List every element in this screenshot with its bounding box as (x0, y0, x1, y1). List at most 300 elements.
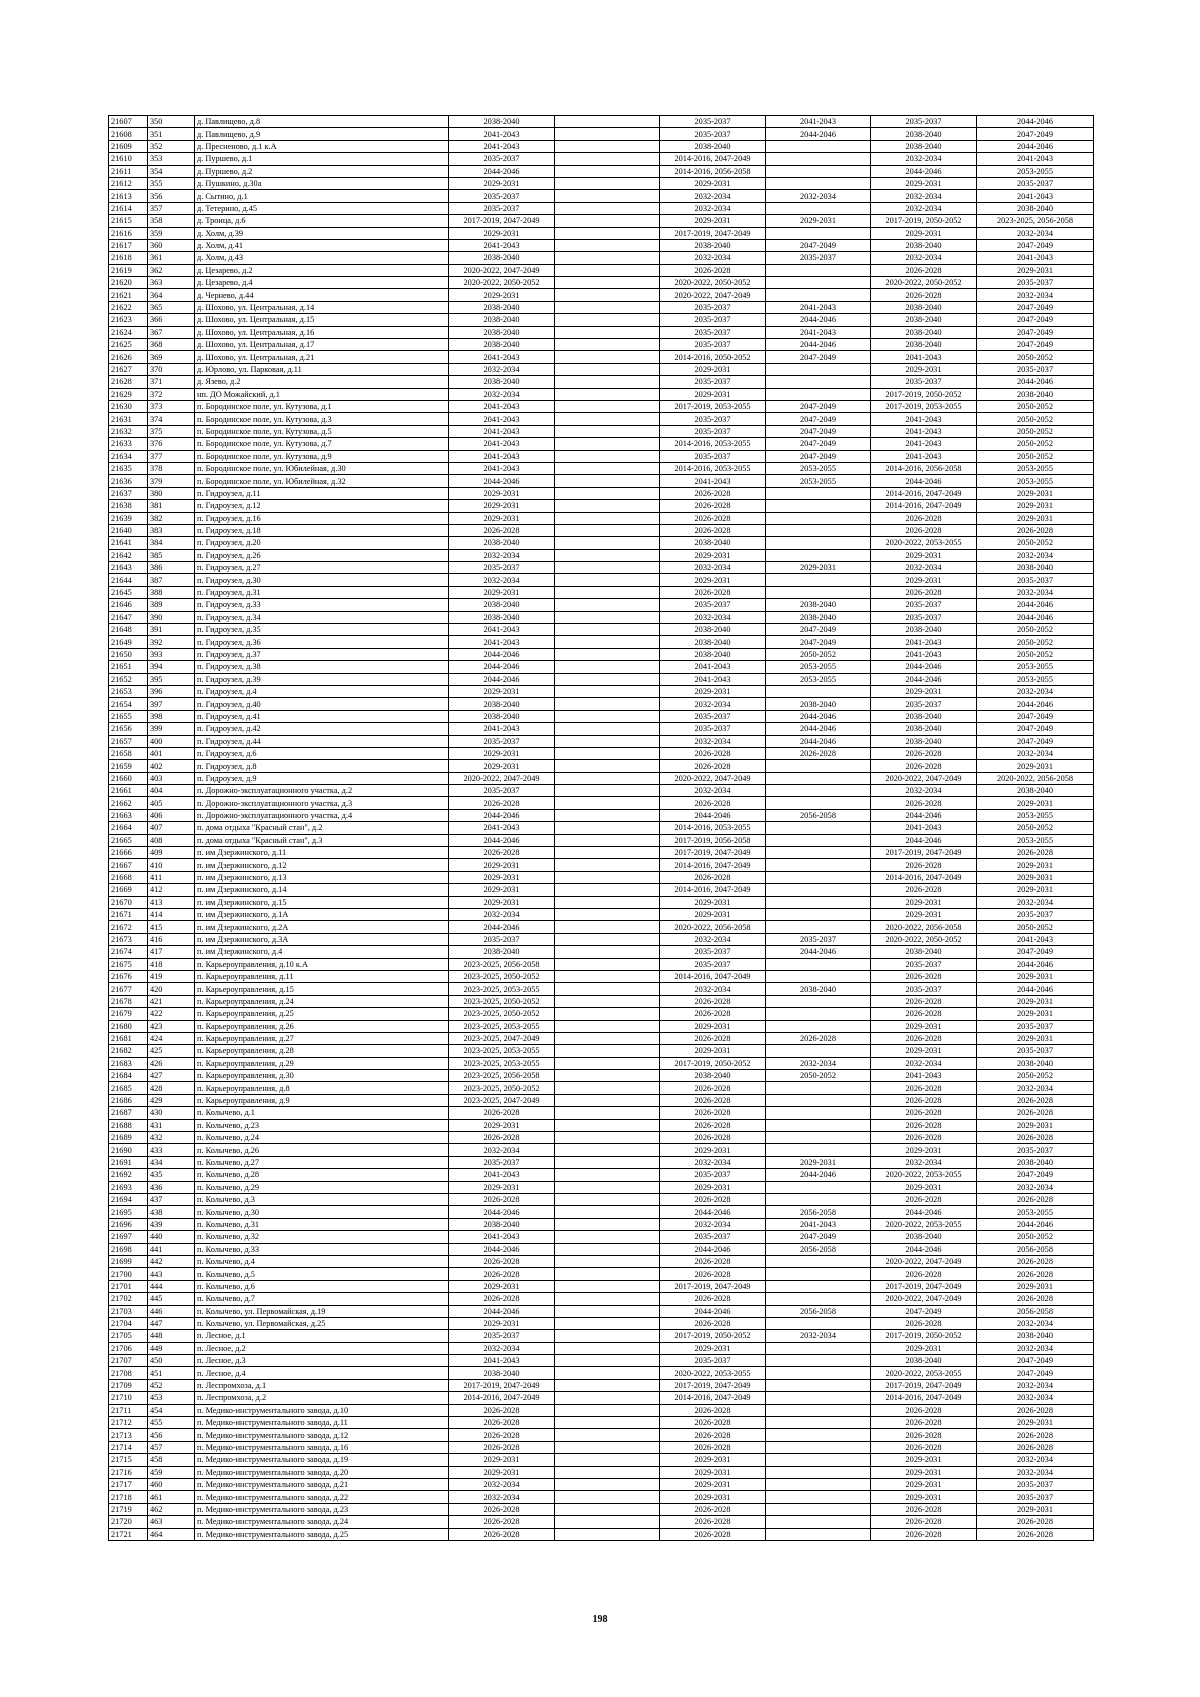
period-col7-cell (766, 574, 871, 586)
row-id-cell: 21615 (109, 215, 148, 227)
period-col5-cell (555, 1008, 660, 1020)
period-col5-cell (555, 562, 660, 574)
row-id-cell: 21629 (109, 388, 148, 400)
period-col7-cell: 2056-2058 (766, 1243, 871, 1255)
item-number-cell: 402 (148, 760, 195, 772)
period-col7-cell (766, 1516, 871, 1528)
period-col7-cell (766, 859, 871, 871)
row-id-cell: 21700 (109, 1268, 148, 1280)
period-col6-cell: 2044-2046 (660, 1243, 766, 1255)
period-col6-cell: 2029-2031 (660, 549, 766, 561)
period-col5-cell (555, 1379, 660, 1391)
table-row (109, 289, 1094, 301)
period-col8-cell: 2044-2046 (871, 1243, 977, 1255)
period-col7-cell: 2050-2052 (766, 1070, 871, 1082)
row-id-cell: 21653 (109, 685, 148, 697)
item-number-cell: 376 (148, 438, 195, 450)
period-col6-cell: 2014-2016, 2050-2052 (660, 351, 766, 363)
table-row (109, 116, 1094, 128)
period-col9-cell: 2044-2046 (977, 140, 1094, 152)
period-col6-cell: 2014-2016, 2053-2055 (660, 462, 766, 474)
period-col4-cell: 2032-2034 (449, 1491, 555, 1503)
table-row (109, 537, 1094, 549)
address-cell: п. Гидроузел, д.20 (195, 537, 449, 549)
period-col9-cell: 2032-2034 (977, 1379, 1094, 1391)
period-col9-cell: 2050-2052 (977, 921, 1094, 933)
address-cell: д. Холм, д.43 (195, 252, 449, 264)
item-number-cell: 422 (148, 1008, 195, 1020)
period-col5-cell (555, 884, 660, 896)
period-col5-cell (555, 1528, 660, 1540)
period-col5-cell (555, 1206, 660, 1218)
period-col7-cell: 2047-2049 (766, 239, 871, 251)
period-col4-cell: 2020-2022, 2047-2049 (449, 772, 555, 784)
period-col4-cell: 2029-2031 (449, 227, 555, 239)
table-row (109, 1181, 1094, 1193)
period-col6-cell: 2026-2028 (660, 1404, 766, 1416)
period-col7-cell (766, 289, 871, 301)
item-number-cell: 449 (148, 1342, 195, 1354)
period-col8-cell: 2026-2028 (871, 1132, 977, 1144)
table-row (109, 562, 1094, 574)
period-col6-cell: 2035-2037 (660, 450, 766, 462)
period-col8-cell: 2026-2028 (871, 1441, 977, 1453)
period-col7-cell (766, 1491, 871, 1503)
table-row (109, 264, 1094, 276)
schedule-table-body (109, 116, 1094, 1541)
period-col9-cell: 2050-2052 (977, 822, 1094, 834)
period-col6-cell: 2029-2031 (660, 685, 766, 697)
period-col9-cell: 2053-2055 (977, 165, 1094, 177)
item-number-cell: 436 (148, 1181, 195, 1193)
period-col9-cell: 2032-2034 (977, 1342, 1094, 1354)
period-col6-cell: 2026-2028 (660, 1429, 766, 1441)
period-col6-cell: 2020-2022, 2053-2055 (660, 1367, 766, 1379)
period-col7-cell (766, 884, 871, 896)
table-row (109, 586, 1094, 598)
table-row (109, 859, 1094, 871)
item-number-cell: 460 (148, 1478, 195, 1490)
period-col5-cell (555, 289, 660, 301)
period-col4-cell: 2032-2034 (449, 909, 555, 921)
period-col8-cell: 2017-2019, 2050-2052 (871, 388, 977, 400)
period-col8-cell: 2032-2034 (871, 785, 977, 797)
period-col7-cell (766, 847, 871, 859)
address-cell: п. Колычево, д.3 (195, 1193, 449, 1205)
period-col6-cell: 2032-2034 (660, 983, 766, 995)
period-col9-cell: 2044-2046 (977, 698, 1094, 710)
period-col6-cell: 2029-2031 (660, 363, 766, 375)
period-col9-cell: 2047-2049 (977, 128, 1094, 140)
period-col6-cell: 2026-2028 (660, 512, 766, 524)
address-cell: п. Леспромхоза, д.2 (195, 1392, 449, 1404)
period-col7-cell: 2041-2043 (766, 1218, 871, 1230)
period-col4-cell: 2023-2025, 2056-2058 (449, 1070, 555, 1082)
period-col5-cell (555, 1441, 660, 1453)
row-id-cell: 21679 (109, 1008, 148, 1020)
period-col6-cell: 2026-2028 (660, 1119, 766, 1131)
period-col4-cell: 2029-2031 (449, 760, 555, 772)
row-id-cell: 21662 (109, 797, 148, 809)
table-row (109, 1441, 1094, 1453)
period-col9-cell: 2026-2028 (977, 1516, 1094, 1528)
period-col5-cell (555, 326, 660, 338)
period-col6-cell: 2032-2034 (660, 190, 766, 202)
period-col7-cell (766, 1082, 871, 1094)
item-number-cell: 382 (148, 512, 195, 524)
address-cell: п. Медико-инструментального завода, д.21 (195, 1478, 449, 1490)
period-col9-cell: 2050-2052 (977, 400, 1094, 412)
period-col4-cell: 2017-2019, 2047-2049 (449, 1379, 555, 1391)
address-cell: п. им Дзержинского, д.11 (195, 847, 449, 859)
period-col9-cell: 2035-2037 (977, 574, 1094, 586)
period-col6-cell: 2026-2028 (660, 1132, 766, 1144)
address-cell: п. Колычево, д.1 (195, 1107, 449, 1119)
period-col7-cell: 2035-2037 (766, 933, 871, 945)
period-col4-cell: 2041-2043 (449, 624, 555, 636)
period-col8-cell: 2038-2040 (871, 301, 977, 313)
period-col8-cell: 2026-2028 (871, 512, 977, 524)
period-col7-cell: 2035-2037 (766, 252, 871, 264)
period-col6-cell: 2014-2016, 2047-2049 (660, 970, 766, 982)
item-number-cell: 353 (148, 153, 195, 165)
period-col9-cell: 2029-2031 (977, 512, 1094, 524)
row-id-cell: 21623 (109, 314, 148, 326)
address-cell: п. им Дзержинского, д.12 (195, 859, 449, 871)
row-id-cell: 21641 (109, 537, 148, 549)
period-col5-cell (555, 946, 660, 958)
period-col8-cell: 2026-2028 (871, 289, 977, 301)
period-col4-cell: 2038-2040 (449, 301, 555, 313)
period-col6-cell: 2032-2034 (660, 698, 766, 710)
period-col4-cell: 2038-2040 (449, 946, 555, 958)
row-id-cell: 21646 (109, 599, 148, 611)
period-col5-cell (555, 339, 660, 351)
period-col5-cell (555, 1516, 660, 1528)
item-number-cell: 378 (148, 462, 195, 474)
period-col8-cell: 2029-2031 (871, 1478, 977, 1490)
period-col8-cell: 2020-2022, 2047-2049 (871, 772, 977, 784)
address-cell: п. им Дзержинского, д.15 (195, 896, 449, 908)
period-col7-cell (766, 1478, 871, 1490)
period-col5-cell (555, 1057, 660, 1069)
table-row (109, 1243, 1094, 1255)
row-id-cell: 21686 (109, 1094, 148, 1106)
period-col6-cell: 2026-2028 (660, 1255, 766, 1267)
period-col7-cell (766, 524, 871, 536)
item-number-cell: 457 (148, 1441, 195, 1453)
row-id-cell: 21715 (109, 1454, 148, 1466)
address-cell: д. Пуршево, д.1 (195, 153, 449, 165)
period-col7-cell: 2056-2058 (766, 1206, 871, 1218)
period-col9-cell: 2026-2028 (977, 1293, 1094, 1305)
table-row (109, 735, 1094, 747)
period-col5-cell (555, 909, 660, 921)
period-col4-cell: 2032-2034 (449, 1342, 555, 1354)
row-id-cell: 21701 (109, 1280, 148, 1292)
period-col5-cell (555, 512, 660, 524)
row-id-cell: 21618 (109, 252, 148, 264)
period-col5-cell (555, 487, 660, 499)
table-row (109, 1466, 1094, 1478)
period-col5-cell (555, 140, 660, 152)
row-id-cell: 21718 (109, 1491, 148, 1503)
item-number-cell: 448 (148, 1330, 195, 1342)
period-col9-cell: 2032-2034 (977, 685, 1094, 697)
address-cell: п. Колычево, д.7 (195, 1293, 449, 1305)
period-col4-cell: 2038-2040 (449, 537, 555, 549)
table-row (109, 747, 1094, 759)
period-col7-cell: 2047-2049 (766, 413, 871, 425)
period-col6-cell: 2014-2016, 2053-2055 (660, 822, 766, 834)
period-col4-cell: 2038-2040 (449, 710, 555, 722)
address-cell: п. дома отдыха "Красный стан", д.2 (195, 822, 449, 834)
period-col8-cell: 2041-2043 (871, 648, 977, 660)
row-id-cell: 21661 (109, 785, 148, 797)
table-row (109, 314, 1094, 326)
row-id-cell: 21637 (109, 487, 148, 499)
table-row (109, 884, 1094, 896)
period-col5-cell (555, 388, 660, 400)
row-id-cell: 21685 (109, 1082, 148, 1094)
item-number-cell: 415 (148, 921, 195, 933)
row-id-cell: 21687 (109, 1107, 148, 1119)
table-row (109, 1156, 1094, 1168)
period-col7-cell: 2029-2031 (766, 215, 871, 227)
period-col6-cell: 2038-2040 (660, 537, 766, 549)
row-id-cell: 21619 (109, 264, 148, 276)
period-col5-cell (555, 128, 660, 140)
period-col9-cell: 2047-2049 (977, 1169, 1094, 1181)
table-row (109, 1057, 1094, 1069)
item-number-cell: 408 (148, 834, 195, 846)
address-cell: п. Бородинское поле, ул. Кутузова, д.7 (195, 438, 449, 450)
address-cell: п. им Дзержинского, д.14 (195, 884, 449, 896)
table-row (109, 995, 1094, 1007)
period-col9-cell: 2035-2037 (977, 1478, 1094, 1490)
period-col4-cell: 2035-2037 (449, 1156, 555, 1168)
period-col6-cell: 2029-2031 (660, 896, 766, 908)
period-col7-cell (766, 1441, 871, 1453)
period-col9-cell: 2026-2028 (977, 1528, 1094, 1540)
period-col8-cell: 2017-2019, 2050-2052 (871, 1330, 977, 1342)
period-col9-cell: 2050-2052 (977, 438, 1094, 450)
period-col5-cell (555, 685, 660, 697)
period-col7-cell (766, 140, 871, 152)
period-col7-cell: 2044-2046 (766, 723, 871, 735)
period-col7-cell (766, 1020, 871, 1032)
period-col8-cell: 2026-2028 (871, 1119, 977, 1131)
period-col5-cell (555, 871, 660, 883)
address-cell: п. Колычево, д.26 (195, 1144, 449, 1156)
item-number-cell: 400 (148, 735, 195, 747)
period-col4-cell: 2032-2034 (449, 363, 555, 375)
period-col6-cell: 2026-2028 (660, 760, 766, 772)
period-col7-cell (766, 685, 871, 697)
period-col7-cell: 2050-2052 (766, 648, 871, 660)
period-col6-cell: 2029-2031 (660, 1466, 766, 1478)
period-col7-cell (766, 202, 871, 214)
item-number-cell: 354 (148, 165, 195, 177)
row-id-cell: 21721 (109, 1528, 148, 1540)
period-col4-cell: 2029-2031 (449, 177, 555, 189)
item-number-cell: 413 (148, 896, 195, 908)
period-col5-cell (555, 413, 660, 425)
period-col5-cell (555, 1355, 660, 1367)
item-number-cell: 456 (148, 1429, 195, 1441)
table-row (109, 1218, 1094, 1230)
period-col6-cell: 2026-2028 (660, 1503, 766, 1515)
address-cell: п. Колычево, ул. Первомайская, д.25 (195, 1317, 449, 1329)
period-col4-cell: 2029-2031 (449, 1119, 555, 1131)
period-col7-cell (766, 1008, 871, 1020)
period-col8-cell: 2020-2022, 2053-2055 (871, 1367, 977, 1379)
period-col6-cell: 2029-2031 (660, 1181, 766, 1193)
row-id-cell: 21610 (109, 153, 148, 165)
schedule-table (108, 115, 1094, 1541)
period-col8-cell: 2035-2037 (871, 698, 977, 710)
item-number-cell: 373 (148, 400, 195, 412)
period-col8-cell: 2026-2028 (871, 1516, 977, 1528)
item-number-cell: 403 (148, 772, 195, 784)
period-col4-cell: 2014-2016, 2047-2049 (449, 1392, 555, 1404)
period-col7-cell (766, 1355, 871, 1367)
item-number-cell: 418 (148, 958, 195, 970)
period-col5-cell (555, 277, 660, 289)
period-col8-cell: 2029-2031 (871, 549, 977, 561)
table-row (109, 140, 1094, 152)
address-cell: п. Карьероуправления, д.29 (195, 1057, 449, 1069)
period-col7-cell (766, 487, 871, 499)
table-row (109, 772, 1094, 784)
row-id-cell: 21682 (109, 1045, 148, 1057)
table-row (109, 177, 1094, 189)
period-col6-cell: 2017-2019, 2047-2049 (660, 1379, 766, 1391)
period-col4-cell: 2044-2046 (449, 673, 555, 685)
period-col9-cell: 2026-2028 (977, 1429, 1094, 1441)
row-id-cell: 21640 (109, 524, 148, 536)
row-id-cell: 21616 (109, 227, 148, 239)
period-col6-cell: 2026-2028 (660, 995, 766, 1007)
item-number-cell: 398 (148, 710, 195, 722)
period-col5-cell (555, 425, 660, 437)
period-col6-cell: 2026-2028 (660, 1516, 766, 1528)
period-col8-cell: 2041-2043 (871, 425, 977, 437)
period-col7-cell (766, 1317, 871, 1329)
period-col9-cell: 2026-2028 (977, 1107, 1094, 1119)
period-col7-cell (766, 1107, 871, 1119)
item-number-cell: 431 (148, 1119, 195, 1131)
period-col9-cell: 2053-2055 (977, 809, 1094, 821)
address-cell: д. Павлищево, д.8 (195, 116, 449, 128)
period-col6-cell: 2026-2028 (660, 797, 766, 809)
period-col7-cell: 2044-2046 (766, 314, 871, 326)
item-number-cell: 458 (148, 1454, 195, 1466)
period-col4-cell: 2026-2028 (449, 1503, 555, 1515)
item-number-cell: 407 (148, 822, 195, 834)
period-col7-cell (766, 834, 871, 846)
period-col4-cell: 2035-2037 (449, 562, 555, 574)
period-col8-cell: 2026-2028 (871, 1193, 977, 1205)
table-row (109, 1355, 1094, 1367)
period-col7-cell (766, 586, 871, 598)
item-number-cell: 380 (148, 487, 195, 499)
item-number-cell: 371 (148, 376, 195, 388)
period-col8-cell: 2044-2046 (871, 661, 977, 673)
period-col7-cell: 2047-2049 (766, 624, 871, 636)
period-col4-cell: 2038-2040 (449, 599, 555, 611)
period-col8-cell: 2026-2028 (871, 1429, 977, 1441)
row-id-cell: 21642 (109, 549, 148, 561)
row-id-cell: 21690 (109, 1144, 148, 1156)
period-col9-cell: 2032-2034 (977, 747, 1094, 759)
period-col5-cell (555, 1169, 660, 1181)
period-col9-cell: 2050-2052 (977, 624, 1094, 636)
item-number-cell: 427 (148, 1070, 195, 1082)
address-cell: д. Троица, д.6 (195, 215, 449, 227)
address-cell: п. Гидроузел, д.34 (195, 611, 449, 623)
period-col4-cell: 2032-2034 (449, 1478, 555, 1490)
item-number-cell: 401 (148, 747, 195, 759)
address-cell: д. Пуршево, д.2 (195, 165, 449, 177)
period-col8-cell: 2044-2046 (871, 1206, 977, 1218)
period-col8-cell: 2026-2028 (871, 1503, 977, 1515)
address-cell: п. Колычево, д.33 (195, 1243, 449, 1255)
row-id-cell: 21678 (109, 995, 148, 1007)
item-number-cell: 366 (148, 314, 195, 326)
item-number-cell: 352 (148, 140, 195, 152)
item-number-cell: 387 (148, 574, 195, 586)
period-col5-cell (555, 624, 660, 636)
period-col5-cell (555, 252, 660, 264)
row-id-cell: 21614 (109, 202, 148, 214)
item-number-cell: 447 (148, 1317, 195, 1329)
period-col4-cell: 2026-2028 (449, 1255, 555, 1267)
period-col9-cell: 2044-2046 (977, 599, 1094, 611)
period-col5-cell (555, 1417, 660, 1429)
period-col7-cell: 2029-2031 (766, 1156, 871, 1168)
table-row (109, 933, 1094, 945)
row-id-cell: 21631 (109, 413, 148, 425)
period-col5-cell (555, 1045, 660, 1057)
period-col4-cell: 2032-2034 (449, 574, 555, 586)
period-col7-cell (766, 549, 871, 561)
period-col9-cell: 2047-2049 (977, 1355, 1094, 1367)
period-col5-cell (555, 1193, 660, 1205)
period-col9-cell: 2047-2049 (977, 1367, 1094, 1379)
period-col8-cell: 2038-2040 (871, 946, 977, 958)
row-id-cell: 21657 (109, 735, 148, 747)
table-row (109, 1045, 1094, 1057)
period-col8-cell: 2044-2046 (871, 165, 977, 177)
period-col9-cell: 2032-2034 (977, 289, 1094, 301)
address-cell: п. Карьероуправления, д.10 к.А (195, 958, 449, 970)
address-cell: д. Тетерино, д.45 (195, 202, 449, 214)
period-col9-cell: 2041-2043 (977, 190, 1094, 202)
period-col5-cell (555, 970, 660, 982)
row-id-cell: 21613 (109, 190, 148, 202)
period-col9-cell: 2035-2037 (977, 1491, 1094, 1503)
item-number-cell: 452 (148, 1379, 195, 1391)
period-col9-cell: 2047-2049 (977, 326, 1094, 338)
row-id-cell: 21703 (109, 1305, 148, 1317)
period-col8-cell: 2017-2019, 2047-2049 (871, 1280, 977, 1292)
period-col7-cell (766, 1367, 871, 1379)
item-number-cell: 414 (148, 909, 195, 921)
period-col4-cell: 2029-2031 (449, 512, 555, 524)
row-id-cell: 21714 (109, 1441, 148, 1453)
address-cell: п. Колычево, д.6 (195, 1280, 449, 1292)
